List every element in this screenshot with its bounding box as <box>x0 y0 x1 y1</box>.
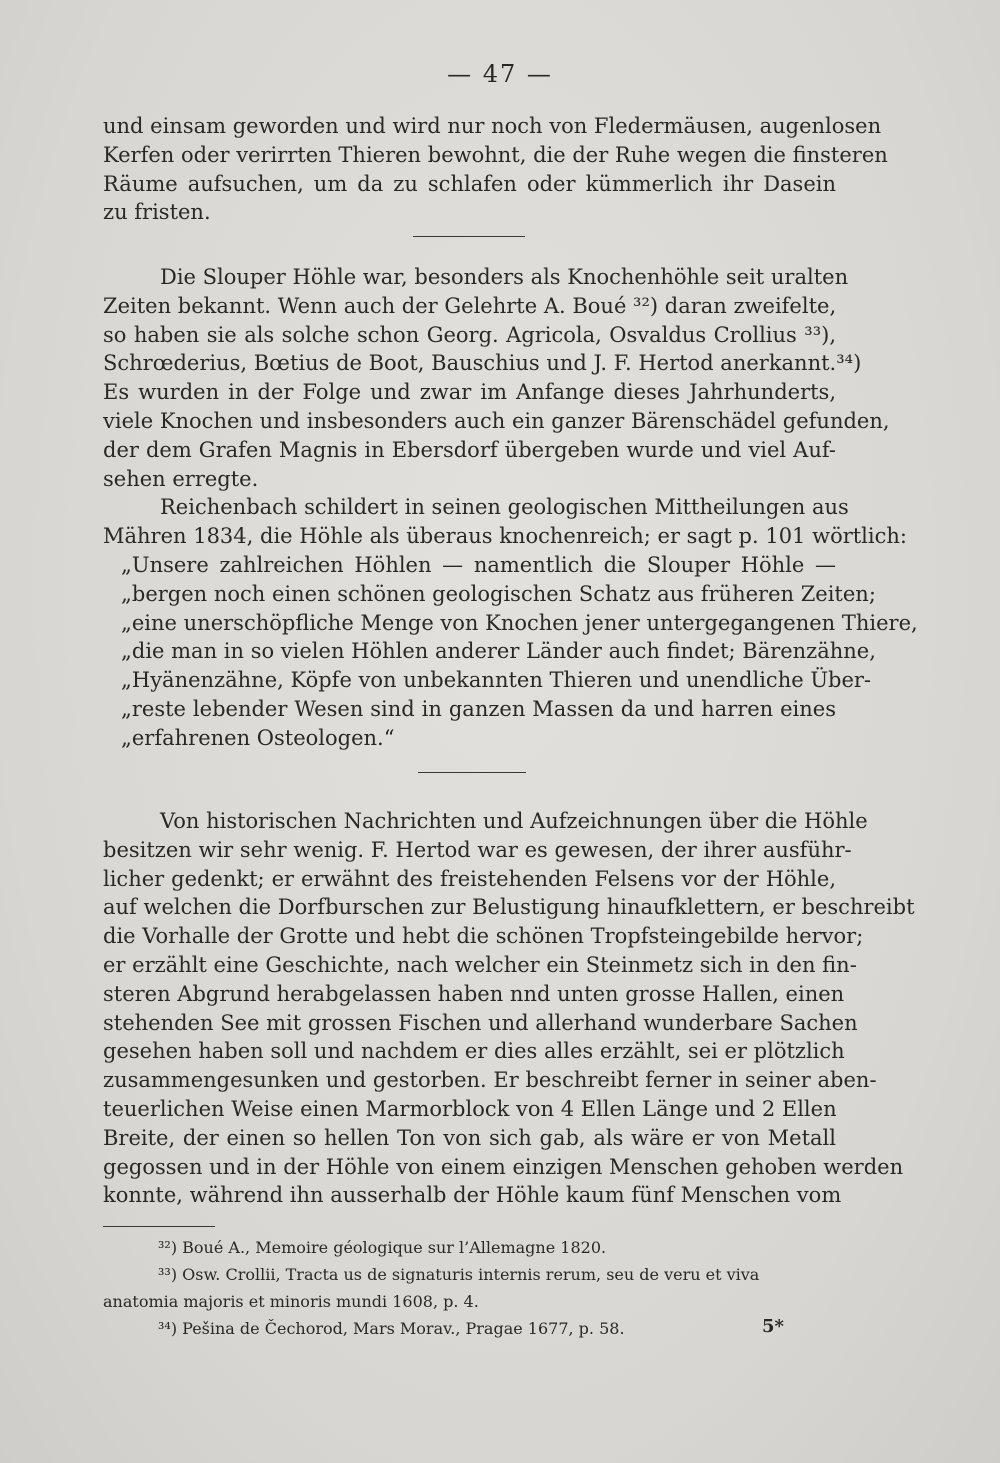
section-divider <box>418 772 526 773</box>
signature-mark: 5* <box>762 1316 784 1337</box>
text-line: so haben sie als solche schon Georg. Agricola, Osvaldus Crollius ³³), <box>103 322 836 347</box>
text-line: Mähren 1834, die Höhle als überaus knochenreich; er sagt p. 101 wörtlich: <box>103 524 907 549</box>
text-line: besitzen wir sehr wenig. F. Hertod war es gewesen, der ihrer ausführ- <box>103 837 852 862</box>
footnote: ³⁴) Pešina de Čechorod, Mars Morav., Pragae 1677, p. 58. <box>158 1319 625 1338</box>
text-line: teuerlichen Weise einen Marmorblock von 4 Ellen Länge und 2 Ellen <box>103 1096 837 1121</box>
text-line: zusammengesunken und gestorben. Er beschreibt ferner in seiner aben- <box>103 1068 877 1093</box>
text-line: viele Knochen und insbesonders auch ein ganzer Bärenschädel gefunden, <box>103 408 890 433</box>
text-line: die Vorhalle der Grotte und hebt die schönen Tropfsteingebilde hervor; <box>103 924 864 949</box>
quote-line: „die man in so vielen Höhlen anderer Länder auch findet; Bärenzähne, <box>121 639 876 664</box>
quote-line: „erfahrenen Osteologen.“ <box>121 725 395 750</box>
text-line: der dem Grafen Magnis in Ebersdorf übergeben wurde und viel Auf- <box>103 437 836 462</box>
text-line: steren Abgrund herabgelassen haben nnd unten grosse Hallen, einen <box>103 981 845 1006</box>
text-line: Kerfen oder verirrten Thieren bewohnt, die der Ruhe wegen die finsteren <box>103 142 888 167</box>
text-line: Räume aufsuchen, um da zu schlafen oder kümmerlich ihr Dasein <box>103 171 836 196</box>
text-line: Es wurden in der Folge und zwar im Anfange dieses Jahrhunderts, <box>103 380 836 405</box>
quote-line: „Hyänenzähne, Köpfe von unbekannten Thieren und unendliche Über- <box>121 668 872 693</box>
text-line: sehen erregte. <box>103 466 259 491</box>
quote-line: „eine unerschöpfliche Menge von Knochen jener untergegangenen Thiere, <box>121 610 918 635</box>
text-line: Von historischen Nachrichten und Aufzeichnungen über die Höhle <box>160 809 868 833</box>
text-line: stehenden See mit grossen Fischen und allerhand wunderbare Sachen <box>103 1010 858 1035</box>
footnote-divider <box>103 1226 215 1227</box>
text-line: und einsam geworden und wird nur noch von Fledermäusen, augenlosen <box>103 114 882 138</box>
intro-paragraph <box>103 112 888 227</box>
text-line: licher gedenkt; er erwähnt des freistehenden Felsens vor der Höhle, <box>103 866 836 891</box>
text-line: Schrœderius, Bœtius de Boot, Bauschius und J. F. Hertod anerkannt.³⁴) <box>103 351 862 376</box>
quote-line: „bergen noch einen schönen geologischen Schatz aus früheren Zeiten; <box>121 581 876 606</box>
page-number: — 47 — <box>447 60 553 88</box>
footnote: ³³) Osw. Crollii, Tracta us de signaturis internis rerum, seu de veru et viva <box>158 1265 760 1284</box>
footnote: ³²) Boué A., Memoire géologique sur l’Allemagne 1820. <box>158 1238 607 1257</box>
section-paragraph <box>103 263 907 551</box>
text-line: Reichenbach schildert in seinen geologischen Mittheilungen aus <box>160 495 849 520</box>
text-line: Die Slouper Höhle war, besonders als Knochenhöhle seit uralten <box>160 265 849 289</box>
quote-line: „Unsere zahlreichen Höhlen — namentlich die Slouper Höhle — <box>121 553 836 577</box>
footnote-continuation: anatomia majoris et minoris mundi 1608, p. 4. <box>103 1292 479 1311</box>
text-line: konnte, während ihn ausserhalb der Höhle kaum fünf Menschen vom <box>103 1183 842 1208</box>
text-line: er erzählt eine Geschichte, nach welcher ein Steinmetz sich in den fin- <box>103 952 857 977</box>
text-line: gegossen und in der Höhle von einem einzigen Menschen gehoben werden <box>103 1154 904 1179</box>
quote-line: „reste lebender Wesen sind in ganzen Massen da und harren eines <box>121 696 836 721</box>
history-paragraph <box>103 807 915 1210</box>
section-divider <box>413 236 525 237</box>
text-line: Zeiten bekannt. Wenn auch der Gelehrte A. Boué ³²) daran zweifelte, <box>103 293 837 318</box>
text-line: gesehen haben soll und nachdem er dies alles erzählt, sei er plötzlich <box>103 1039 845 1064</box>
text-line: auf welchen die Dorfburschen zur Belustigung hinaufklettern, er beschreibt <box>103 895 915 920</box>
footnotes <box>103 1234 843 1342</box>
text-line: Breite, der einen so hellen Ton von sich gab, als wäre er von Metall <box>103 1125 836 1150</box>
text-line: zu fristen. <box>103 200 211 225</box>
quotation <box>103 551 918 753</box>
